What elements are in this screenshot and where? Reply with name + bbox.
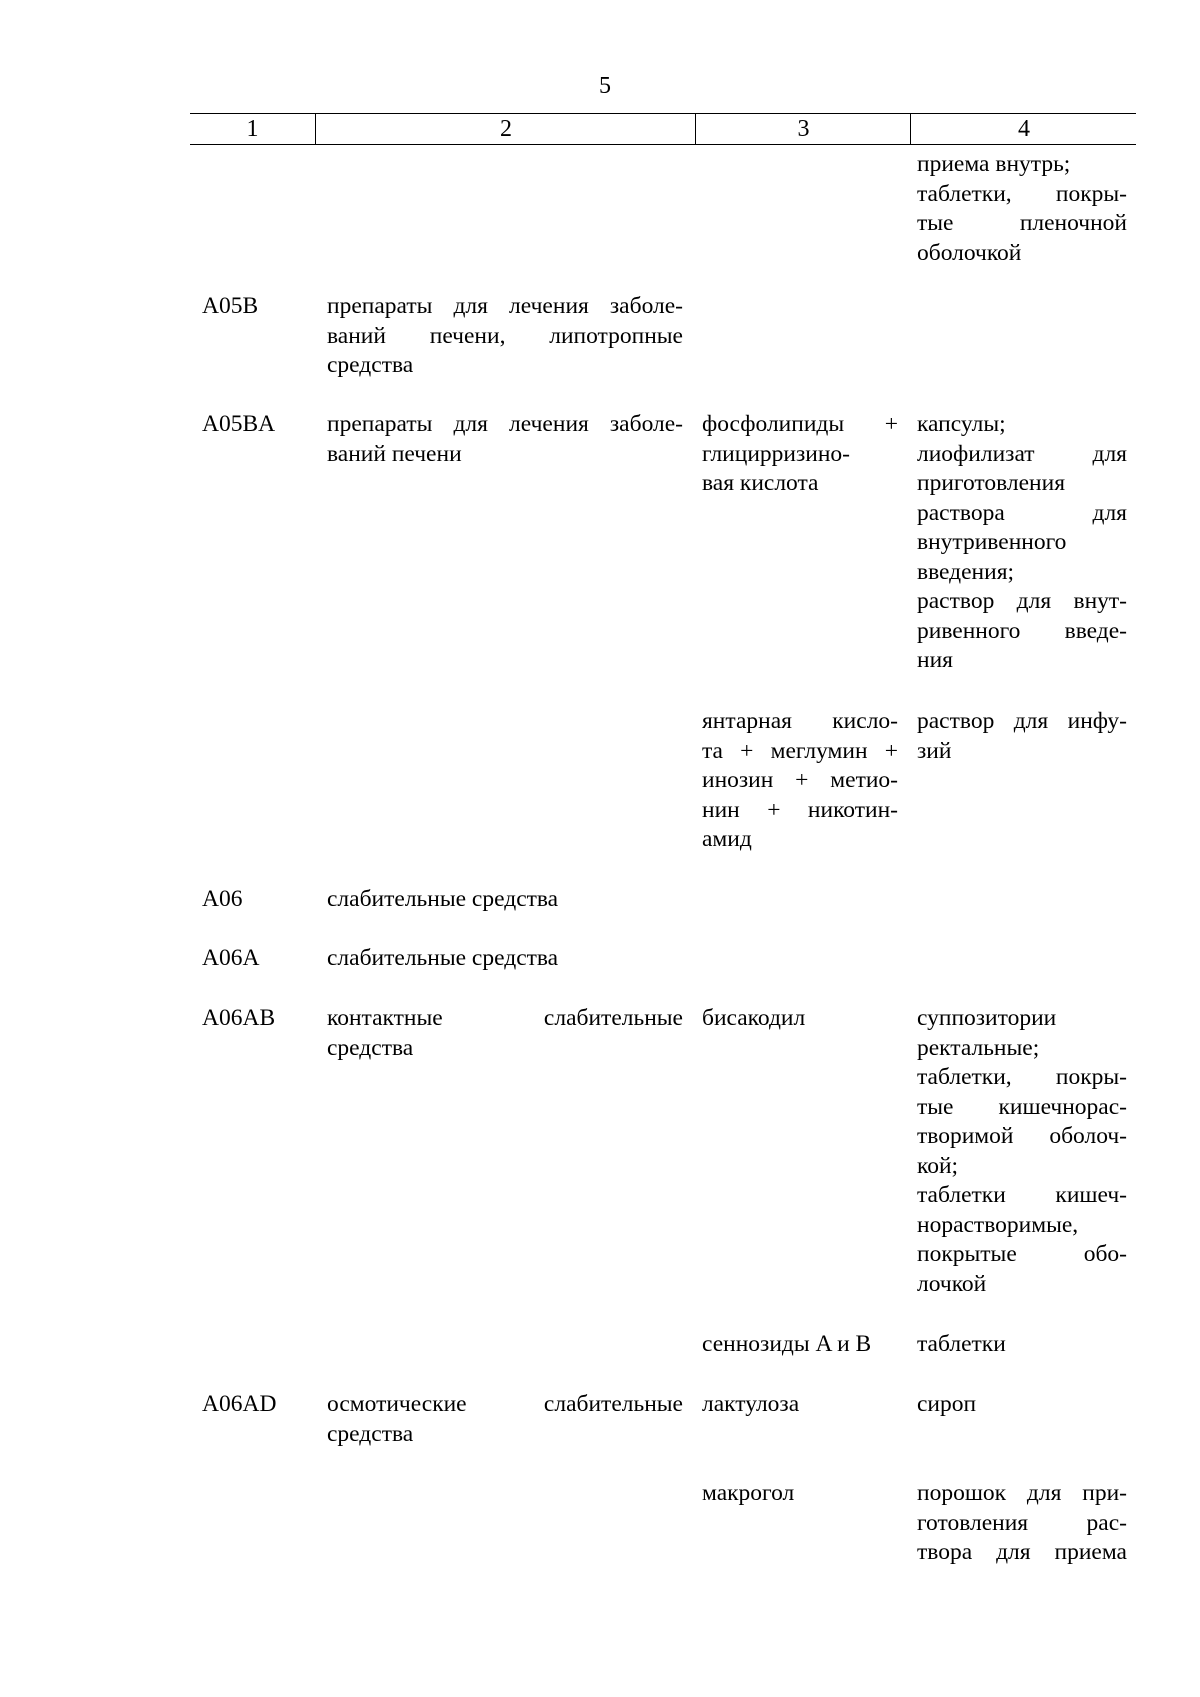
atc-code: A06AD <box>202 1391 277 1417</box>
dosage-form-line: сироп <box>917 1391 977 1417</box>
drug-name <box>702 410 898 499</box>
drug-name-line: бисакодил <box>702 1005 806 1031</box>
drug-name <box>702 707 898 855</box>
dosage-form <box>917 410 1127 676</box>
dosage-form-line: покрытые обо- <box>917 1241 1127 1267</box>
dosage-form <box>917 1479 1127 1568</box>
group-name <box>327 1390 683 1449</box>
dosage-form-line: готовления рас- <box>917 1509 1127 1536</box>
dosage-form-line: таблетки <box>917 1331 1006 1357</box>
dosage-form-line: ректальные; <box>917 1034 1040 1061</box>
dosage-form-line: лочкой <box>917 1270 987 1297</box>
group-name-line: препараты для лечения заболе- <box>327 411 683 437</box>
group-name-line: слабительные средства <box>327 886 559 912</box>
page-number: 5 <box>599 73 611 99</box>
atc-code: A06A <box>202 945 260 971</box>
dosage-form-line: раствор для инфу- <box>917 708 1127 734</box>
group-name-line: средства <box>327 1034 414 1061</box>
group-name-line: средства <box>327 352 414 378</box>
group-name-line: препараты для лечения заболе- <box>327 293 683 319</box>
header-col-1: 1 <box>246 115 259 142</box>
dosage-form <box>917 707 1127 766</box>
dosage-form-line: оболочкой <box>917 239 1022 266</box>
drug-name-line: вая кислота <box>702 470 819 496</box>
group-name <box>327 1004 683 1063</box>
dosage-form-line: внутривенного <box>917 529 1067 555</box>
group-name-line: средства <box>327 1420 414 1447</box>
dosage-form-line: кой; <box>917 1152 959 1179</box>
group-name-line: ваний печени <box>327 440 462 467</box>
atc-code: A06AB <box>202 1005 276 1031</box>
drug-name-line: инозин + метио- <box>702 767 898 793</box>
table-header <box>190 113 1136 145</box>
dosage-form-line: раствор для внут- <box>917 588 1127 614</box>
drug-name <box>702 1390 898 1420</box>
drug-name-line: глицирризино- <box>702 440 850 467</box>
header-col-4: 4 <box>910 114 1137 144</box>
group-name-line: осмотические слабительные <box>327 1391 683 1417</box>
drug-name-line: та + меглумин + <box>702 737 898 764</box>
dosage-form-line: тые пленочной <box>917 210 1127 236</box>
drug-name-line: лактулоза <box>702 1391 800 1417</box>
dosage-form-line: таблетки кишеч- <box>917 1182 1127 1208</box>
dosage-form-line: приготовления <box>917 470 1066 496</box>
drug-name-line: фосфолипиды + <box>702 411 898 437</box>
dosage-form-line: норастворимые, <box>917 1211 1079 1238</box>
dosage-form <box>917 1004 1127 1299</box>
drug-name-line: макрогол <box>702 1480 795 1506</box>
group-name-line: слабительные средства <box>327 945 559 971</box>
dosage-form-line: капсулы; <box>917 411 1006 437</box>
group-name-line: ваний печени, липотропные <box>327 322 683 349</box>
atc-code: A06 <box>202 886 243 912</box>
group-name-line: контактные слабительные <box>327 1005 683 1031</box>
dosage-form-line: раствора для <box>917 499 1127 526</box>
dosage-form-line: введения; <box>917 558 1015 585</box>
dosage-form-line: приема внутрь; <box>917 151 1071 177</box>
dosage-form-line: творимой оболоч- <box>917 1123 1127 1149</box>
dosage-form <box>917 1330 1127 1360</box>
dosage-form-line: ривенного введе- <box>917 617 1127 644</box>
dosage-form-line: порошок для при- <box>917 1480 1127 1506</box>
atc-code: A05B <box>202 293 259 319</box>
dosage-form-line: таблетки, покры- <box>917 1064 1127 1090</box>
dosage-form-line: ния <box>917 647 953 673</box>
drug-name-line: янтарная кисло- <box>702 708 898 734</box>
drug-name-line: сеннозиды A и B <box>702 1331 872 1357</box>
group-name <box>327 292 683 381</box>
group-name <box>327 944 683 974</box>
dosage-form <box>917 1390 1127 1420</box>
dosage-form-line: лиофилизат для <box>917 440 1127 467</box>
dosage-form-line: зий <box>917 737 952 764</box>
drug-name <box>702 1330 898 1360</box>
drug-name-line: нин + никотин- <box>702 796 898 823</box>
dosage-form-line: суппозитории <box>917 1005 1057 1031</box>
dosage-form-line: таблетки, покры- <box>917 180 1127 207</box>
group-name <box>327 410 683 469</box>
drug-name <box>702 1479 898 1509</box>
header-col-2: 2 <box>315 114 696 144</box>
atc-code: A05BA <box>202 411 276 437</box>
drug-name-line: амид <box>702 826 752 852</box>
dosage-form-line: тые кишечнорас- <box>917 1093 1127 1120</box>
dosage-form-line: твора для приема <box>917 1539 1127 1565</box>
drug-name <box>702 1004 898 1034</box>
group-name <box>327 885 683 915</box>
dosage-form <box>917 150 1127 268</box>
header-col-3: 3 <box>695 114 911 144</box>
